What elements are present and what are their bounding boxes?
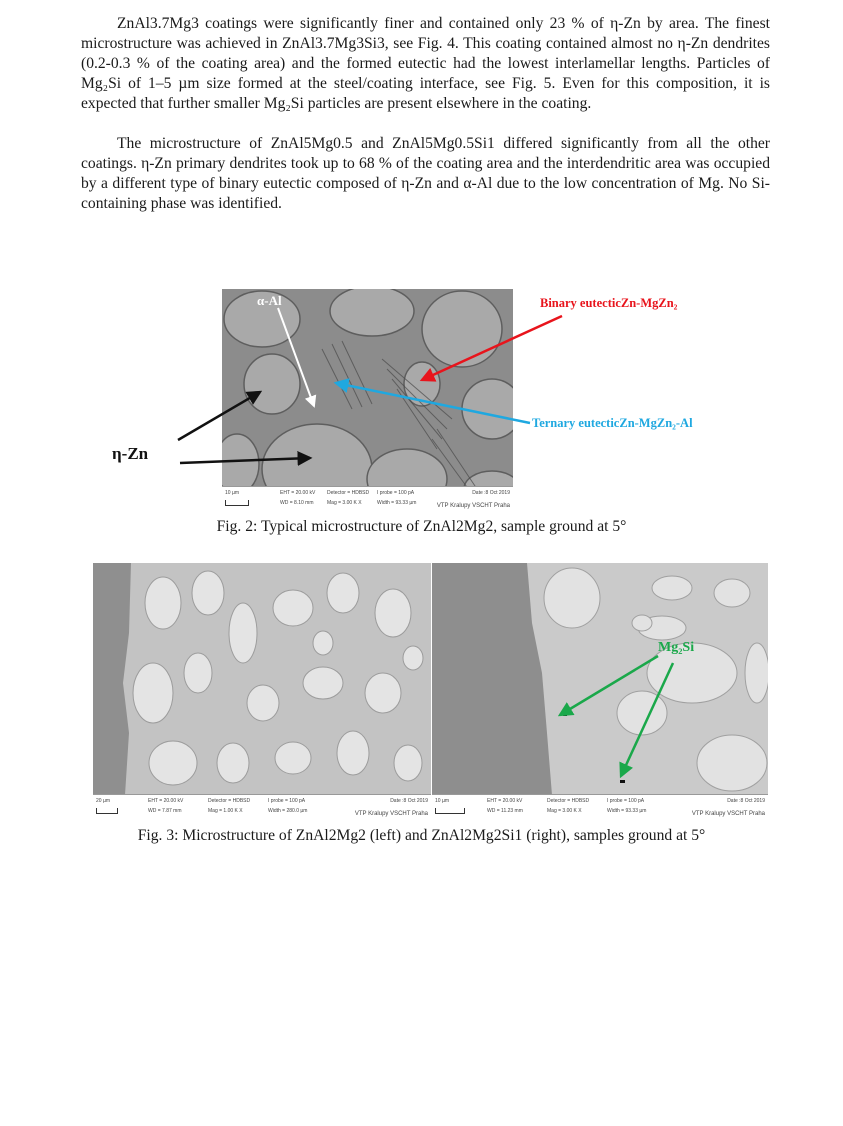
scale-bar <box>435 808 465 814</box>
lab-name: VTP Kralupy VSCHT Praha <box>436 503 510 509</box>
figure-3-caption: Fig. 3: Microstructure of ZnAl2Mg2 (left) and ZnAl2Mg2Si1 (right), samples ground at 5° <box>137 827 706 844</box>
sem-data-bar-right <box>432 794 768 821</box>
iprobe-value: I probe = 100 pA <box>607 798 645 804</box>
label-eta-zn: η-Zn <box>112 444 149 463</box>
mag-value: Mag = 3.00 K X <box>327 500 362 506</box>
lab-name: VTP Kralupy VSCHT Praha <box>691 811 765 817</box>
sem-data-bar-left <box>93 794 431 821</box>
label-ternary-eutectic: Ternary eutecticZn-MgZn₂-Al <box>532 416 693 430</box>
label-mg2si: Mg₂Si <box>658 640 695 655</box>
lab-name: VTP Kralupy VSCHT Praha <box>354 811 428 817</box>
figure-3-left-sem-image <box>93 563 431 821</box>
scale-label: 10 µm <box>225 490 239 496</box>
label-binary-eutectic: Binary eutecticZn-MgZn₂ <box>540 296 678 310</box>
wd-value: WD = 8.10 mm <box>280 500 314 506</box>
paragraph-znal5mg05: The microstructure of ZnAl5Mg0.5 and ZnAl5Mg0.5Si1 differed significantly from all the other coatings. η-Zn primary dendrites took up to 68 % of the coating area and the interdendritic area was occupied by a different type of binary eutectic composed of η-Zn and α-Al due to the low concentration of Mg. No Si-containing phase was identified. <box>81 135 770 212</box>
eht-value: EHT = 20.00 kV <box>487 798 523 804</box>
paragraph-znal37mg3: ZnAl3.7Mg3 coatings were significantly finer and contained only 23 % of η-Zn by area. The finest microstructure was achieved in ZnAl3.7Mg3Si3, see Fig. 4. This coating contained almost no η-Zn dendrites (0.2-0.3 % of the coating area) and the formed eutectic had the lowest interlamellar lengths. Particles of Mg₂Si of 1–5 µm size formed at the steel/coating interface, see Fig. 5. Even for this composition, it is expected that further smaller Mg₂Si particles are present elsewhere in the coating. <box>81 15 770 112</box>
width-value: Width = 93.33 µm <box>607 808 647 814</box>
wd-value: WD = 11.23 mm <box>487 808 523 814</box>
iprobe-value: I probe = 100 pA <box>377 490 415 496</box>
detector-value: Detector = HDBSD <box>547 798 590 804</box>
figure-3-right-sem-image <box>432 563 768 821</box>
width-value: Width = 93.33 µm <box>377 500 417 506</box>
iprobe-value: I probe = 100 pA <box>268 798 306 804</box>
mag-value: Mag = 1.00 K X <box>208 808 243 814</box>
eht-value: EHT = 20.00 kV <box>148 798 184 804</box>
sem-data-bar <box>222 486 513 513</box>
figure-2-caption: Fig. 2: Typical microstructure of ZnAl2Mg2, sample ground at 5° <box>216 518 627 535</box>
eht-value: EHT = 20.00 kV <box>280 490 316 496</box>
interface-texture <box>432 563 768 821</box>
scale-bar <box>225 500 249 506</box>
dendrite-texture <box>93 563 431 821</box>
microstructure-texture <box>222 289 513 513</box>
date-value: Date :8 Oct 2019 <box>727 798 765 804</box>
date-value: Date :8 Oct 2019 <box>390 798 428 804</box>
mag-value: Mag = 3.00 K X <box>547 808 582 814</box>
detector-value: Detector = HDBSD <box>327 490 370 496</box>
date-value: Date :8 Oct 2019 <box>472 490 510 496</box>
wd-value: WD = 7.87 mm <box>148 808 182 814</box>
label-alpha-al: α-Al <box>257 293 282 308</box>
scale-label: 20 µm <box>96 798 110 804</box>
detector-value: Detector = HDBSD <box>208 798 251 804</box>
width-value: Width = 280.0 µm <box>268 808 308 814</box>
scale-bar <box>96 808 118 814</box>
scale-label: 10 µm <box>435 798 449 804</box>
figure-2-sem-image <box>222 289 513 513</box>
